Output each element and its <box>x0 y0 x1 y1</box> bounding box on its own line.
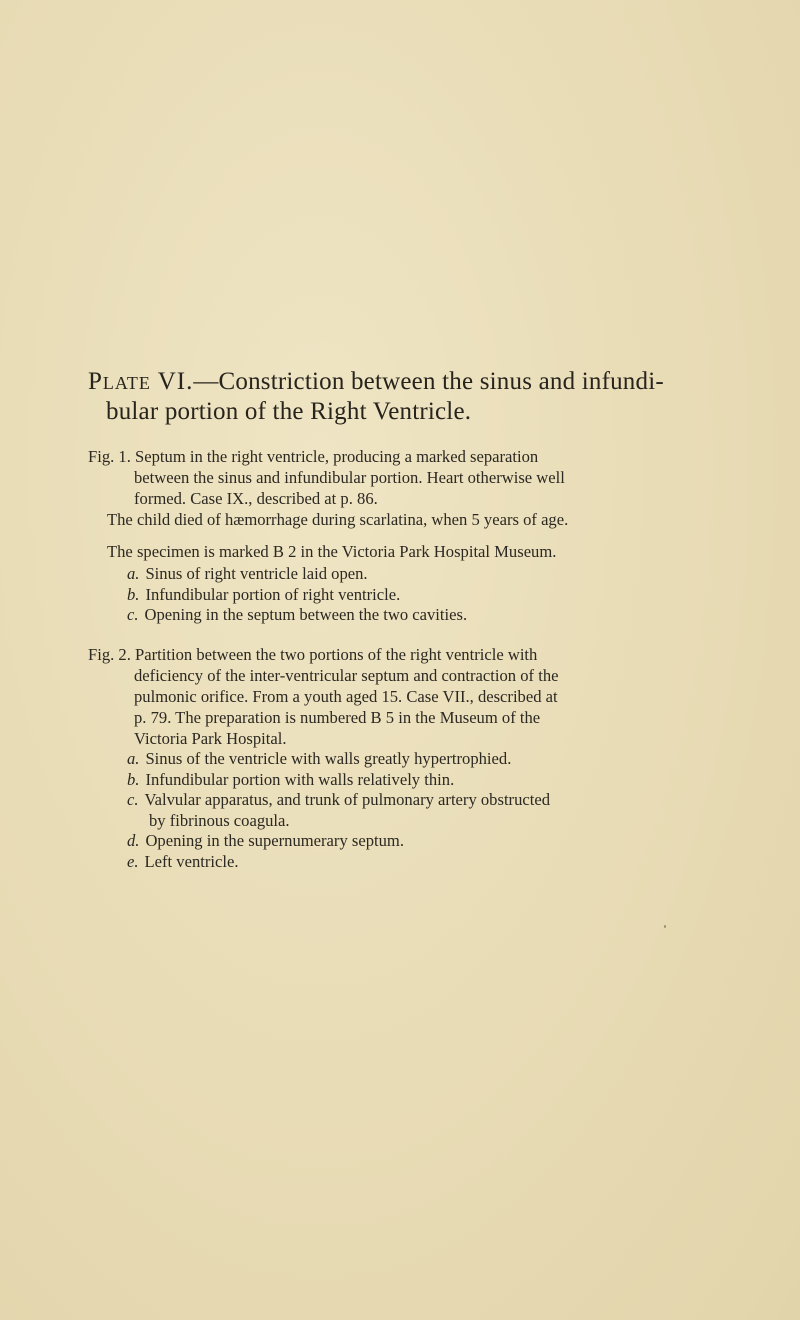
legend-item <box>127 605 767 626</box>
figure-2-line: deficiency of the inter-ventricular septum and contraction of the <box>134 666 559 685</box>
legend-text: Left ventricle. <box>144 851 239 871</box>
figure-2-line: pulmonic orifice. From a youth aged 15. Case VII., described at <box>134 687 558 706</box>
legend-item <box>127 852 767 873</box>
paper-speck <box>664 925 666 928</box>
legend-text: Valvular apparatus, and trunk of pulmonary artery obstructed <box>144 790 551 809</box>
legend-item <box>127 770 767 791</box>
figure-1-note-specimen: The specimen is marked B 2 in the Victoria Park Hospital Museum. <box>107 542 557 561</box>
legend-text: Opening in the septum between the two cavities. <box>144 605 468 624</box>
legend-item <box>127 831 767 852</box>
legend-label: b. <box>127 769 140 789</box>
legend-label: a. <box>127 564 140 583</box>
figure-1-line: formed. Case IX., described at p. 86. <box>134 489 378 508</box>
figure-1-caption <box>88 446 768 509</box>
figure-2-caption <box>88 644 768 749</box>
legend-item <box>127 564 767 585</box>
plate-title-line-1 <box>88 367 768 397</box>
figure-2-line: p. 79. The preparation is numbered B 5 in the Museum of the <box>134 708 541 727</box>
plate-label: Plate VI. <box>88 368 194 395</box>
figure-2-line: Fig. 2. Partition between the two portions of the right ventricle with <box>88 645 538 664</box>
plate-title-rest: —Constriction between the sinus and infundi- <box>193 368 664 395</box>
legend-text: Sinus of the ventricle with walls greatly hypertrophied. <box>145 749 512 768</box>
legend-label: d. <box>127 831 140 850</box>
figure-1-line: Fig. 1. Septum in the right ventricle, producing a marked separation <box>88 447 539 466</box>
legend-text: Infundibular portion of right ventricle. <box>145 584 401 604</box>
plate-title <box>88 367 768 427</box>
legend-label: a. <box>127 749 140 768</box>
figure-2-line: Victoria Park Hospital. <box>134 729 287 748</box>
legend-item <box>127 749 767 770</box>
legend-label: c. <box>127 605 139 624</box>
figure-2-legend <box>127 749 767 872</box>
legend-text: Opening in the supernumerary septum. <box>145 831 404 850</box>
legend-label: e. <box>127 851 139 871</box>
legend-text: Sinus of right ventricle laid open. <box>145 564 368 583</box>
legend-item <box>127 585 767 606</box>
figure-1-legend <box>127 564 767 626</box>
figure-1-line: between the sinus and infundibular portion. Heart otherwise well <box>134 468 565 487</box>
legend-text: Infundibular portion with walls relatively thin. <box>145 769 455 789</box>
legend-item-continuation: by fibrinous coagula. <box>149 810 290 830</box>
plate-title-line-2: bular portion of the Right Ventricle. <box>106 398 472 425</box>
legend-label: b. <box>127 584 140 604</box>
figure-1-note-death: The child died of hæmorrhage during scarlatina, when 5 years of age. <box>107 510 569 529</box>
legend-item <box>127 790 767 811</box>
legend-label: c. <box>127 790 139 809</box>
